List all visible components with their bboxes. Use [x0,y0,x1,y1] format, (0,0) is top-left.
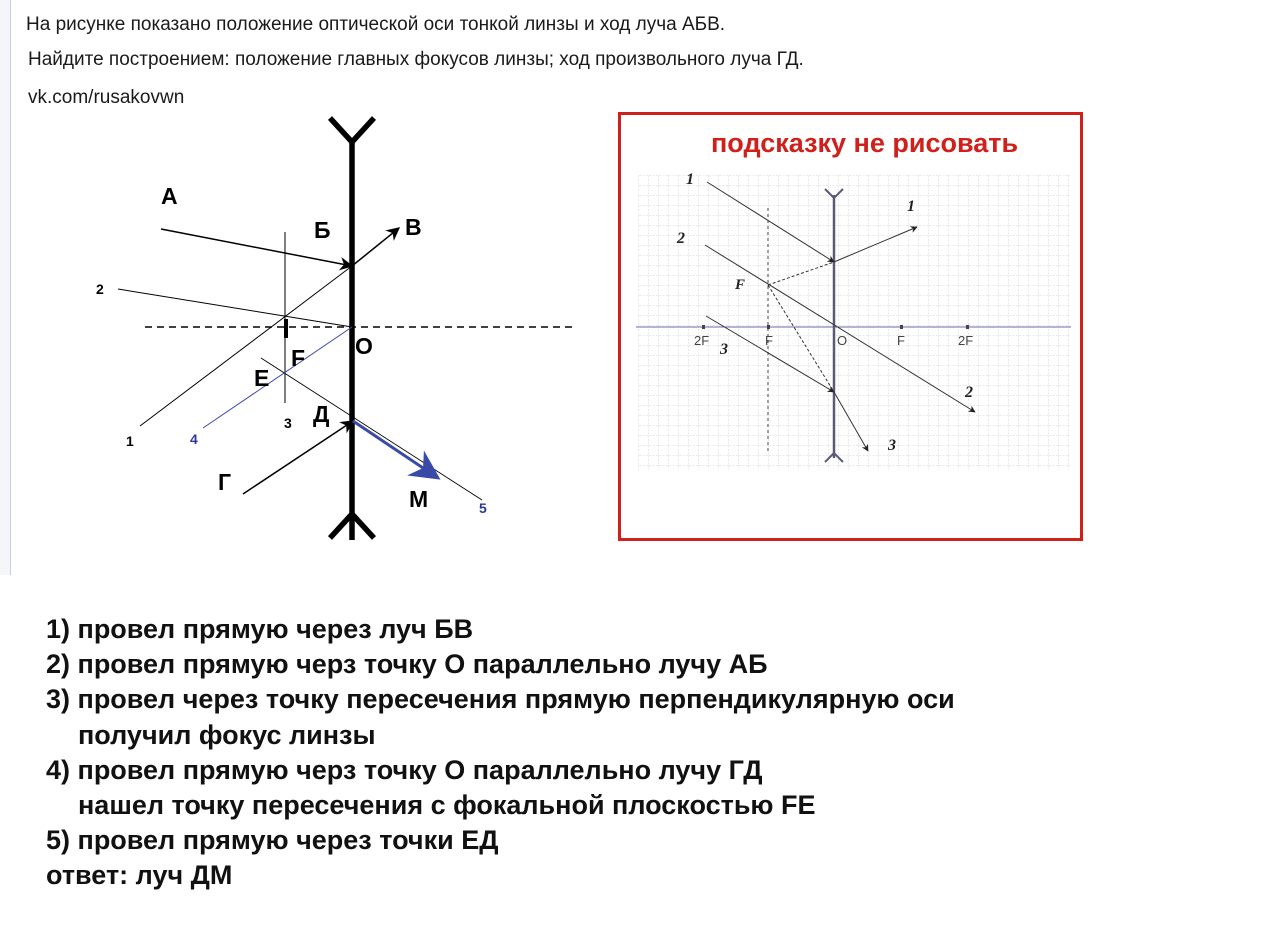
step-1: 1) провел прямую через луч БВ [46,614,474,644]
task-line-1: На рисунке показано положение оптической оси тонкой линзы и ход луча АБВ. [26,14,726,35]
label-num-4: 4 [190,431,198,447]
label-d: Д [313,401,330,427]
ray-bv [352,228,399,266]
lens-top-end [330,118,374,142]
step-2: 2) провел прямую черз точку О параллельно лучу АБ [46,649,768,680]
hint-tick-f-right [900,325,903,329]
hint-tick-label-f-left: F [765,333,773,348]
hint-tick-2f-left [702,325,705,329]
label-o: О [355,333,373,359]
label-b: Б [314,217,331,243]
hint-title: подсказку не рисовать [711,128,1019,158]
step-3-cont: получил фокус линзы [78,719,376,750]
construction-line-4 [203,327,352,428]
label-m: М [409,486,429,512]
hint-ray-label-1-out: 1 [907,198,915,215]
label-num-2: 2 [96,281,104,297]
hint-ray-label-2-in: 2 [677,230,685,247]
source-link[interactable]: vk.com/rusakovwn [28,87,185,108]
hint-tick-f-left [767,325,770,329]
ray-dm [353,421,438,478]
hint-tick-label-o: O [837,333,848,348]
step-4: 4) провел прямую черз точку О параллельно лучу ГД [46,754,763,785]
ray-gd [243,421,353,494]
construction-line-5 [261,358,482,500]
label-a: А [161,183,178,209]
hint-tick-label-f-right: F [897,333,905,348]
label-num-5: 5 [479,500,487,516]
main-diagram [96,118,572,540]
hint-tick-label-2f-left: 2F [694,333,710,348]
hint-ray-label-1-in: 1 [686,171,694,188]
label-g: Г [218,469,232,495]
answer: ответ: луч ДМ [46,860,233,891]
solution-steps [46,612,955,894]
task-line-2: Найдите построением: положение главных фокусов линзы; ход произвольного луча ГД. [28,49,804,70]
hint-ray-label-3-in: 3 [720,341,728,358]
step-4-cont: нашел точку пересечения с фокальной плоскостью FE [78,790,816,821]
label-f: F [291,345,306,371]
hint-tick-2f-right [966,325,969,329]
label-num-3: 3 [284,415,292,431]
label-e: Е [254,365,270,391]
construction-line-2 [118,289,352,327]
label-v: В [405,214,422,240]
label-num-1: 1 [126,433,134,449]
hint-ray-label-2-out: 2 [965,384,973,401]
hint-focus-label: F [735,277,746,293]
step-3: 3) провел через точку пересечения прямую перпендикулярную оси [46,684,955,715]
hint-ray-label-3-out: 3 [888,437,896,454]
hint-box [620,114,1082,540]
hint-tick-label-2f-right: 2F [958,333,974,348]
step-5: 5) провел прямую через точки ЕД [46,825,499,856]
